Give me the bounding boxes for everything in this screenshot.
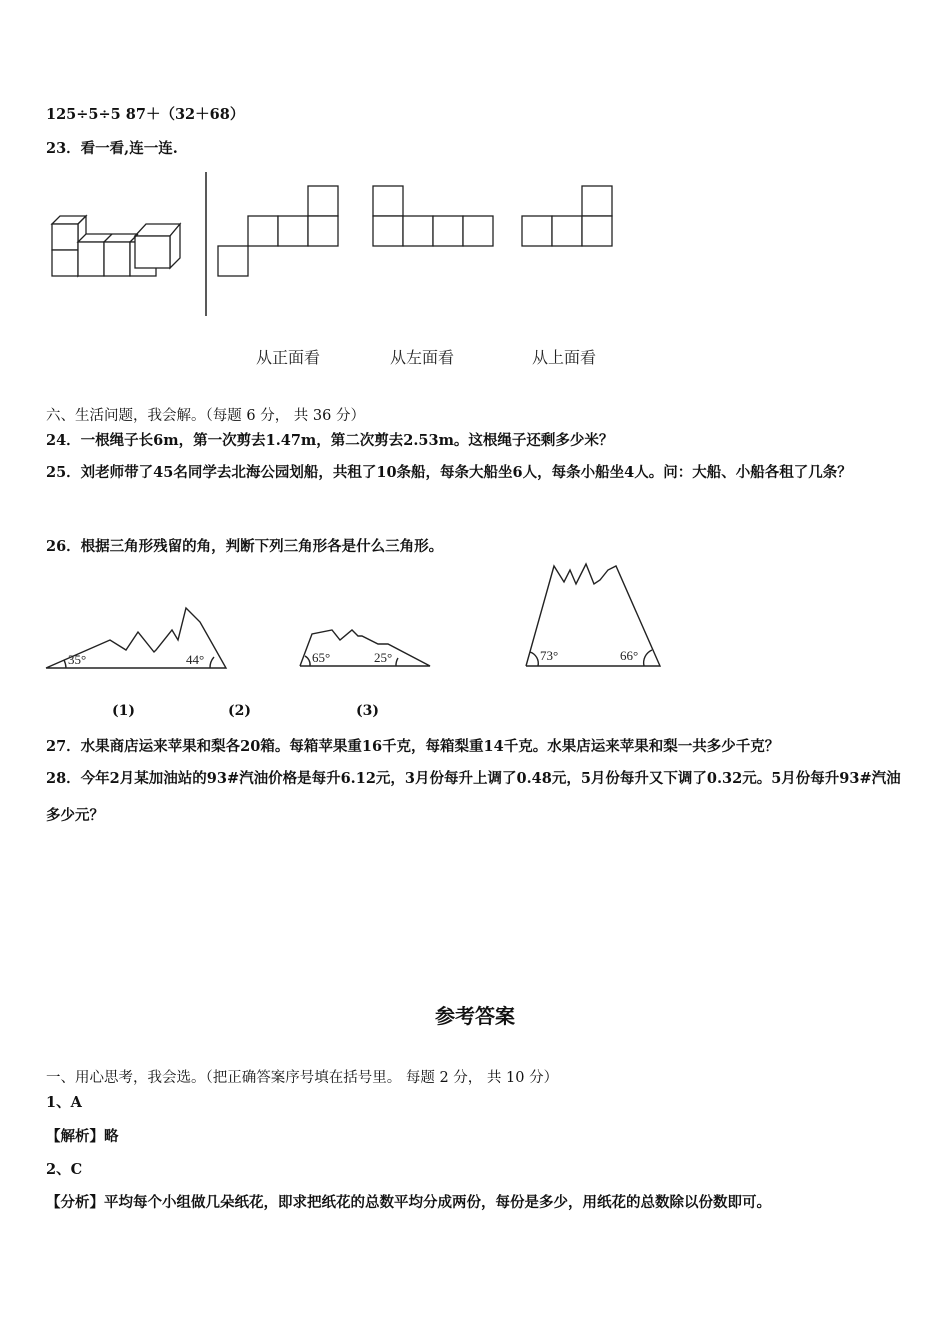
triangle-3-angle-left: 73° [540, 648, 559, 663]
answer-2: 2、C [46, 1161, 83, 1178]
q24-text: 24．一根绳子长6m，第一次剪去1.47m，第二次剪去2.53m。这根绳子还剩多少米？ [46, 432, 614, 449]
triangle-1-label: (1) [112, 703, 135, 719]
triangle-2-angle-left: 65° [312, 650, 331, 665]
answer-1: 1、A [46, 1094, 82, 1111]
view-shape-1 [216, 184, 342, 280]
q26-prompt: 26．根据三角形残留的角，判断下列三角形各是什么三角形。 [46, 538, 444, 555]
answer-2-note: 【分析】平均每个小组做几朵纸花，即求把纸花的总数平均分成两份，每份是多少，用纸花的总数除以份数即可。 [46, 1194, 771, 1211]
triangle-2-angle-right: 25° [374, 650, 393, 665]
view-shape-2 [371, 184, 497, 250]
view-label-left: 从左面看 [390, 348, 455, 367]
q27-text: 27．水果商店运来苹果和梨各20箱。每箱苹果重16千克，每箱梨重14千克。水果店运来苹果和梨一共多少千克？ [46, 738, 780, 755]
answer-section-1-heading: 一、用心思考，我会选。（把正确答案序号填在括号里。 每题 2 分， 共 10 分） [46, 1070, 559, 1086]
triangle-3-label: (3) [356, 703, 379, 719]
triangle-3-figure [524, 562, 664, 672]
answer-1-note: 【解析】略 [46, 1128, 119, 1145]
answer-key-title: 参考答案 [435, 1004, 515, 1028]
q25-text: 25．刘老师带了45名同学去北海公园划船，共租了10条船，每条大船坐6人，每条小船坐4人。问：大船、小船各租了几条？ [46, 464, 852, 481]
view-shape-3 [520, 184, 616, 250]
triangle-3-angle-right: 66° [620, 648, 639, 663]
q22-expressions: 125÷5÷5 87＋（32＋68） [46, 106, 245, 123]
view-label-front: 从正面看 [256, 348, 321, 367]
divider [203, 172, 209, 318]
section-6-heading: 六、生活问题，我会解。（每题 6 分， 共 36 分） [46, 408, 365, 424]
triangle-1-angle-right: 44° [186, 652, 205, 667]
triangle-2-label: (2) [228, 703, 251, 719]
triangle-1-angle-left: 35° [68, 652, 87, 667]
q28-text: 28．今年2月某加油站的93#汽油价格是每升6.12元，3月份每升上调了0.48元，5月份每升又下调了0.32元。5月份每升93#汽油多少元？ [46, 770, 901, 824]
triangle-2-figure [298, 624, 434, 672]
view-label-top: 从上面看 [532, 348, 597, 367]
cube-figure [46, 210, 186, 282]
q23-prompt: 23．看一看,连一连. [46, 140, 178, 157]
triangle-1-figure [44, 600, 230, 674]
